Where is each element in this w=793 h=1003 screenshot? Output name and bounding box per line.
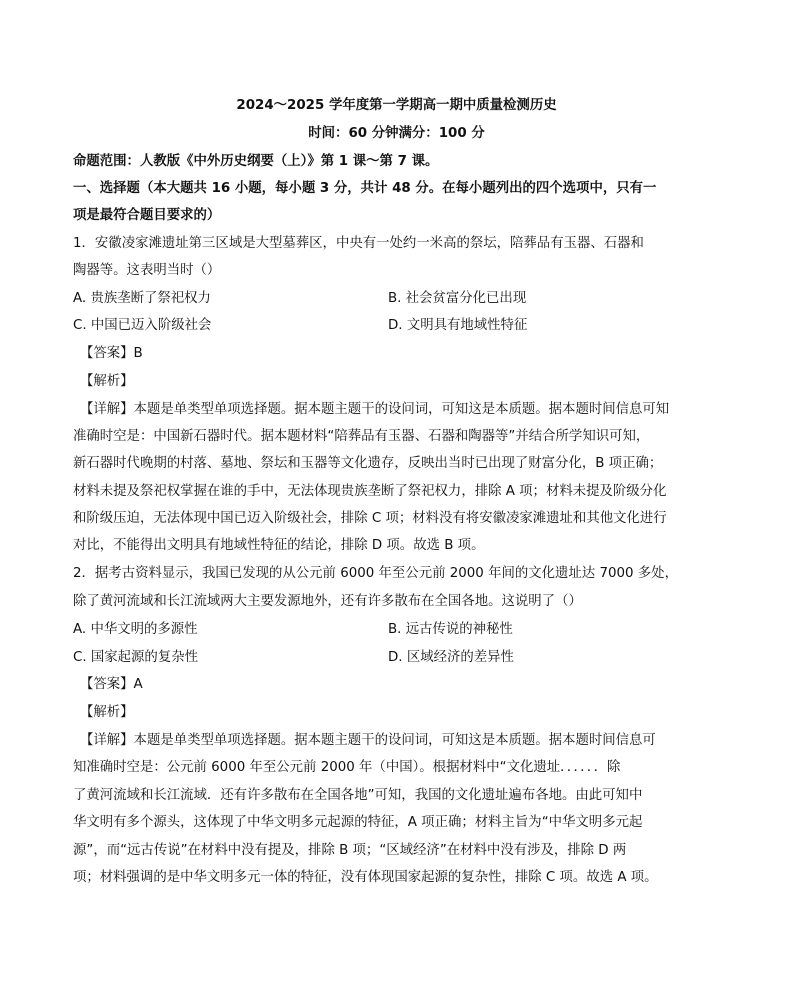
question-2-stem-cont: 除了黄河流域和长江流域两大主要发源地外，还有许多散布在全国各地。这说明了（） bbox=[73, 594, 582, 609]
question-1-detail-line: 和阶级压迫，无法体现中国已迈入阶级社会，排除 C 项；材料没有将安徽凌家滩遗址和其他文化进行 bbox=[73, 511, 667, 526]
question-2-option-b: B. 远古传说的神秘性 bbox=[388, 622, 513, 637]
question-2-option-d: D. 区域经济的差异性 bbox=[388, 650, 514, 665]
question-1-analysis: 【解析】 bbox=[80, 374, 134, 389]
question-1-answer: 【答案】B bbox=[80, 346, 143, 361]
question-1-detail-line: 对比，不能得出文明具有地域性特征的结论，排除 D 项。故选 B 项。 bbox=[73, 538, 485, 553]
question-1-option-d: D. 文明具有地域性特征 bbox=[388, 318, 528, 333]
question-2-stem: 2．据考古资料显示，我国已发现的从公元前 6000 年至公元前 2000 年间的文化遗址达 7000 多处， bbox=[73, 566, 678, 581]
question-2-option-a: A. 中华文明的多源性 bbox=[73, 622, 198, 637]
question-1-option-c: C. 中国已迈入阶级社会 bbox=[73, 318, 212, 333]
question-2-detail-line: 了黄河流域和长江流域．还有许多散布在全国各地”可知，我国的文化遗址遍布各地。由此可知中 bbox=[73, 788, 643, 803]
question-1-detail-line: 材料未提及祭祀权掌握在谁的手中，无法体现贵族垄断了祭祀权力，排除 A 项；材料未提及阶级分化 bbox=[73, 484, 667, 499]
exam-time-info: 时间：60 分钟满分：100 分 bbox=[308, 126, 485, 141]
question-2-analysis: 【解析】 bbox=[80, 705, 134, 720]
question-2-option-c: C. 国家起源的复杂性 bbox=[73, 650, 198, 665]
question-2-detail-line: 知准确时空是：公元前 6000 年至公元前 2000 年（中国）。根据材料中“文化遗址．．．．．．除 bbox=[73, 760, 621, 775]
section-heading-cont: 项是最符合题目要求的） bbox=[73, 208, 221, 223]
question-1-option-b: B. 社会贫富分化已出现 bbox=[388, 291, 527, 306]
question-2-detail-line: 华文明有多个源头，这体现了中华文明多元起源的特征，A 项正确；材料主旨为“中华文明多元起 bbox=[73, 815, 643, 830]
question-1-stem: 1．安徽凌家滩遗址第三区域是大型墓葬区，中央有一处约一米高的祭坛，陪葬品有玉器、石器和 bbox=[73, 236, 644, 251]
exam-scope: 命题范围：人教版《中外历史纲要（上）》第 1 课～第 7 课。 bbox=[73, 154, 439, 169]
question-2-answer: 【答案】A bbox=[80, 677, 143, 692]
section-heading: 一、选择题（本大题共 16 小题，每小题 3 分，共计 48 分。在每小题列出的四个选项中，只有一 bbox=[73, 181, 657, 196]
document-title: 2024～2025 学年度第一学期高一期中质量检测历史 bbox=[236, 98, 557, 113]
question-2-detail-line: 项；材料强调的是中华文明多元一体的特征，没有体现国家起源的复杂性，排除 C 项。故选 A 项。 bbox=[73, 870, 658, 885]
question-1-option-a: A. 贵族垄断了祭祀权力 bbox=[73, 291, 211, 306]
question-1-detail-line: 新石器时代晚期的村落、墓地、祭坛和玉器等文化遗存，反映出当时已出现了财富分化，B 项正确； bbox=[73, 456, 663, 471]
question-2-detail-line: 源”，而“远古传说”在材料中没有提及，排除 B 项；“区域经济”在材料中没有涉及，排除 D 两 bbox=[73, 843, 627, 858]
question-1-detail: 【详解】本题是单类型单项选择题。据本题主题干的设问词，可知这是本质题。据本题时间信息可知 bbox=[80, 402, 670, 417]
question-2-detail: 【详解】本题是单类型单项选择题。据本题主题干的设问词，可知这是本质题。据本题时间信息可 bbox=[80, 733, 656, 748]
question-1-stem-cont: 陶器等。这表明当时（） bbox=[73, 263, 221, 278]
question-1-detail-line: 准确时空是：中国新石器时代。据本题材料“陪葬品有玉器、石器和陶器等”并结合所学知识可知， bbox=[73, 429, 650, 444]
